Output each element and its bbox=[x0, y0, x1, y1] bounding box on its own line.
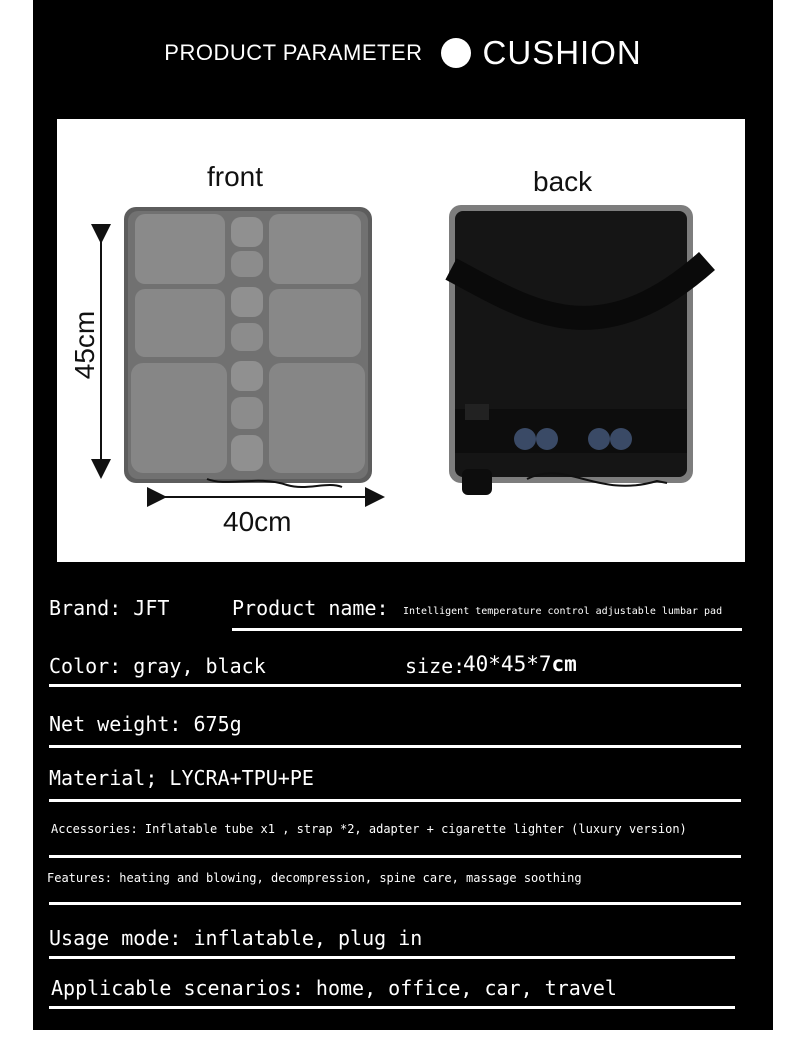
divider bbox=[232, 628, 742, 631]
color-text: Color: gray, black bbox=[49, 654, 266, 678]
material-text: Material; LYCRA+TPU+PE bbox=[49, 766, 314, 790]
front-cushion bbox=[124, 207, 372, 487]
product-name-label: Product name: bbox=[232, 596, 389, 620]
size-unit: cm bbox=[551, 652, 577, 676]
width-label: 40cm bbox=[223, 506, 292, 537]
front-label: front bbox=[207, 161, 264, 192]
accessories-text: Accessories: Inflatable tube x1 , strap *2, adapter + cigarette lighter (luxury version) bbox=[51, 822, 687, 836]
product-name-value: Intelligent temperature control adjustable lumbar pad bbox=[403, 606, 723, 617]
size-number: 40*45*7 bbox=[463, 652, 552, 676]
usage-mode-text: Usage mode: inflatable, plug in bbox=[49, 926, 423, 950]
cushion-illustration bbox=[57, 119, 745, 562]
size-value bbox=[463, 652, 577, 676]
header-product-parameter: PRODUCT PARAMETER bbox=[164, 40, 423, 65]
product-parameter-panel bbox=[33, 0, 773, 1030]
divider bbox=[49, 799, 741, 802]
back-cushion bbox=[449, 205, 707, 495]
size-label: size: bbox=[405, 654, 466, 678]
divider bbox=[49, 1006, 735, 1009]
divider bbox=[49, 855, 741, 858]
product-photo bbox=[57, 119, 745, 562]
header-cushion: CUSHION bbox=[482, 34, 642, 71]
header bbox=[33, 28, 773, 78]
divider bbox=[49, 684, 741, 687]
features-text: Features: heating and blowing, decompression, spine care, massage soothing bbox=[47, 871, 582, 885]
applicable-scenarios-text: Applicable scenarios: home, office, car, travel bbox=[51, 976, 617, 1000]
divider bbox=[49, 902, 741, 905]
divider bbox=[49, 956, 735, 959]
back-label: back bbox=[533, 166, 593, 197]
bullet-dot-icon bbox=[441, 38, 471, 68]
net-weight-text: Net weight: 675g bbox=[49, 712, 242, 736]
divider bbox=[49, 745, 741, 748]
brand-text: Brand: JFT bbox=[49, 596, 170, 620]
height-label: 45cm bbox=[69, 310, 101, 380]
